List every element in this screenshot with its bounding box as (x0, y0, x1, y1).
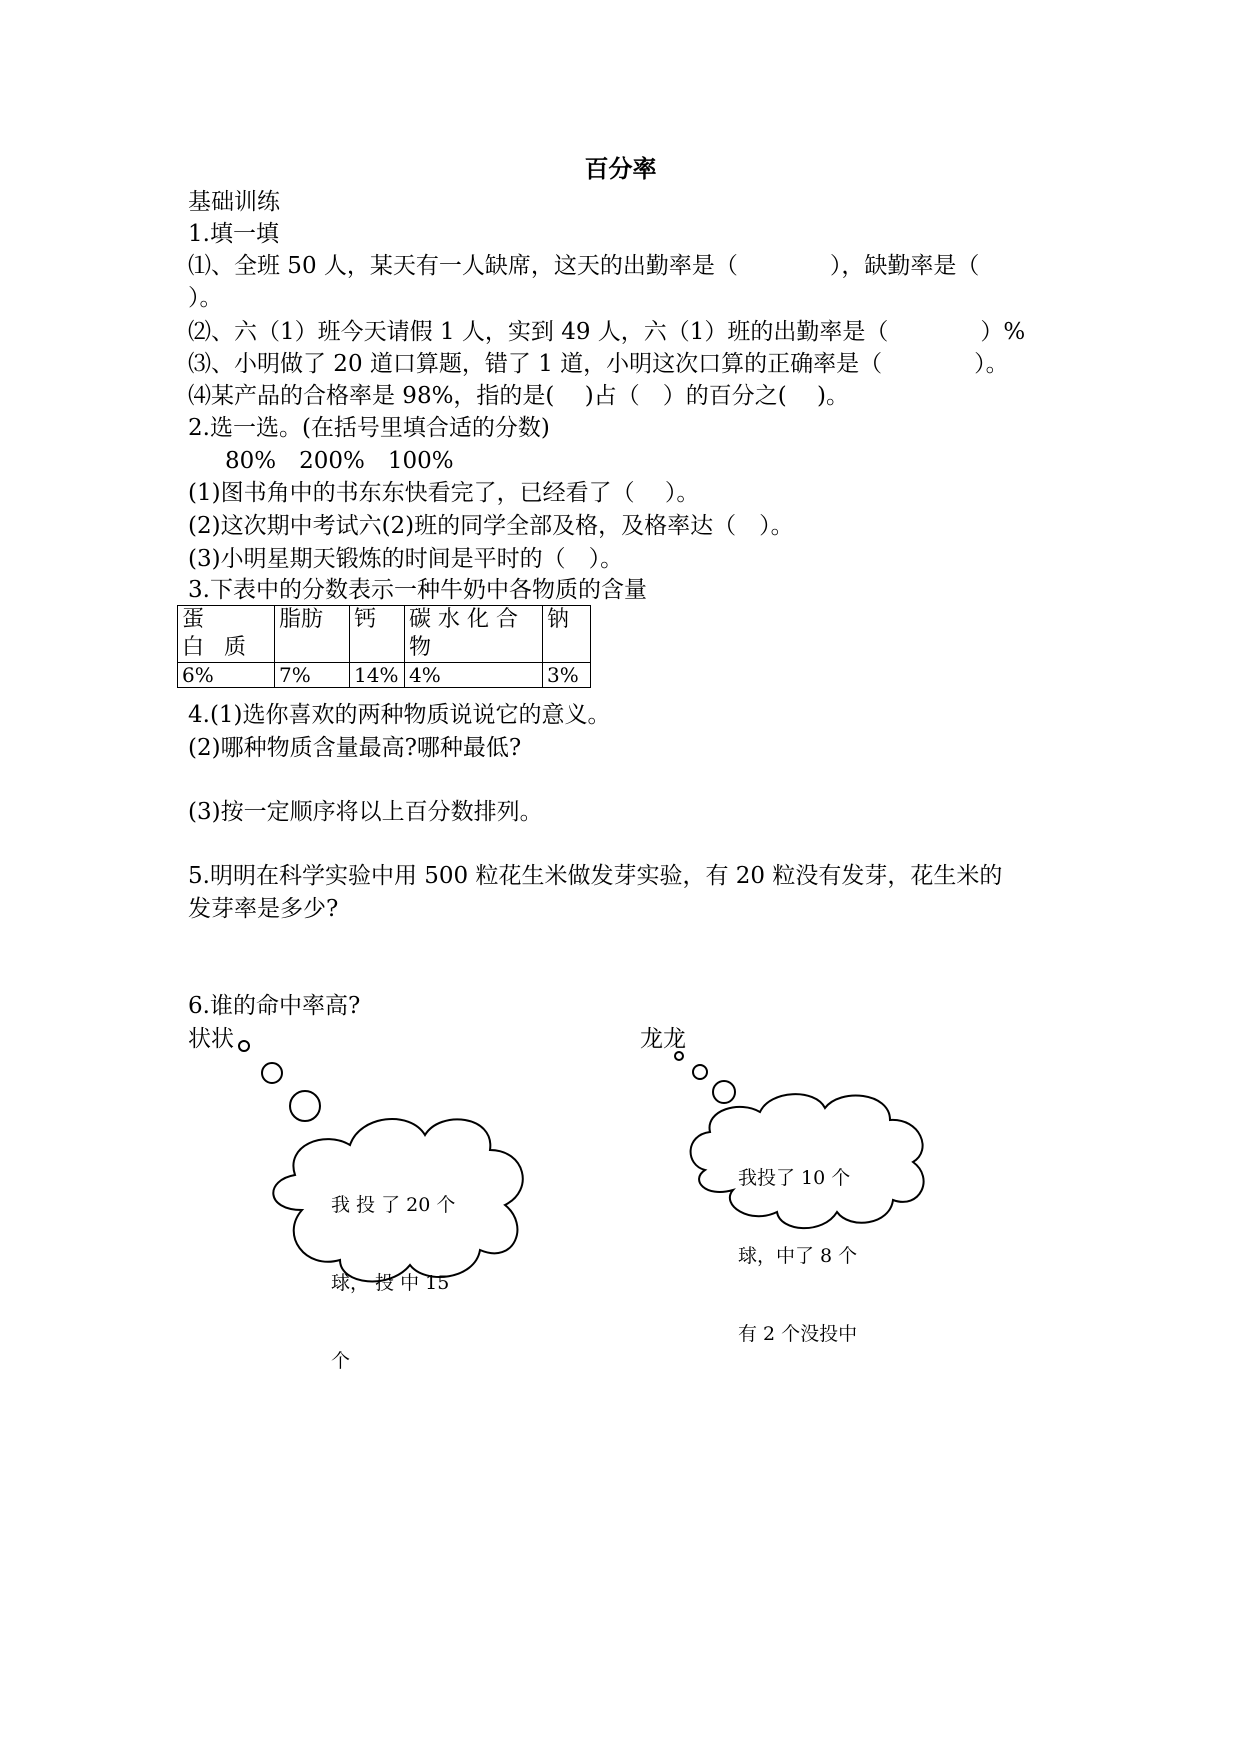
q6-heading: 6.谁的命中率高? (188, 993, 361, 1019)
table-header-cell: 碳 水 化 合物 (405, 606, 543, 663)
q1-item-4: ⑷某产品的合格率是 98%，指的是( )占（ ）的百分之( )。 (188, 383, 849, 409)
q2-item-1: (1)图书角中的书东东快看完了，已经看了（ ）。 (188, 480, 700, 506)
q2-item-3: (3)小明星期天锻炼的时间是平时的（ ）。 (188, 546, 624, 572)
table-cell: 4% (405, 663, 543, 688)
right-bubble-text (738, 1113, 888, 1345)
q2-options: 80% 200% 100% (225, 448, 454, 474)
table-cell: 7% (275, 663, 350, 688)
q1-item-1: ⑴、全班 50 人，某天有一人缺席，这天的出勤率是（ ），缺勤率是（ (188, 253, 980, 279)
left-bubble-line: 球， 投 中 15 (331, 1272, 450, 1294)
q1-heading: 1.填一填 (188, 221, 279, 247)
q2-heading: 2.选一选。(在括号里填合适的分数) (188, 415, 550, 441)
q1-item-3: ⑶、小明做了 20 道口算题，错了 1 道，小明这次口算的正确率是（ ）。 (188, 351, 1009, 377)
table-header-cell: 钠 (543, 606, 591, 663)
q1-item-2: ⑵、六（1）班今天请假 1 人，实到 49 人，六（1）班的出勤率是（ ）% (188, 319, 1026, 345)
q4-item-1: 4.(1)选你喜欢的两种物质说说它的意义。 (188, 702, 611, 728)
table-header-cell: 脂肪 (275, 606, 350, 663)
table-header-row (178, 606, 591, 663)
right-bubble-line: 我投了 10 个 (738, 1167, 851, 1189)
table-header-cell: 蛋 白质 (178, 606, 275, 663)
section-heading: 基础训练 (188, 189, 280, 215)
q5-line-1: 5.明明在科学实验中用 500 粒花生米做发芽实验，有 20 粒没有发芽，花生米的 (188, 863, 1003, 889)
left-bubble-text (331, 1140, 491, 1372)
table-header-cell: 钙 (350, 606, 405, 663)
left-bubble-line: 我 投 了 20 个 (331, 1194, 456, 1216)
q4-item-3: (3)按一定顺序将以上百分数排列。 (188, 799, 543, 825)
q4-item-2: (2)哪种物质含量最高?哪种最低? (188, 735, 522, 761)
q2-item-2: (2)这次期中考试六(2)班的同学全部及格，及格率达（ ）。 (188, 513, 794, 539)
right-bubble-line: 有 2 个没投中 (738, 1323, 858, 1345)
left-bubble-line: 个 (331, 1350, 351, 1372)
table-row (178, 663, 591, 688)
right-speaker-name: 龙龙 (640, 1026, 686, 1052)
q3-heading: 3.下表中的分数表示一种牛奶中各物质的含量 (188, 577, 647, 603)
table-cell: 14% (350, 663, 405, 688)
table-cell: 6% (178, 663, 275, 688)
right-bubble-line: 球，中了 8 个 (738, 1245, 858, 1267)
left-speaker-name: 状状 (188, 1026, 234, 1052)
nutrient-table (177, 605, 591, 688)
table-cell: 3% (543, 663, 591, 688)
q5-line-2: 发芽率是多少? (188, 896, 339, 922)
q1-item-1-cont: ）。 (188, 285, 223, 311)
page-title: 百分率 (584, 154, 657, 183)
